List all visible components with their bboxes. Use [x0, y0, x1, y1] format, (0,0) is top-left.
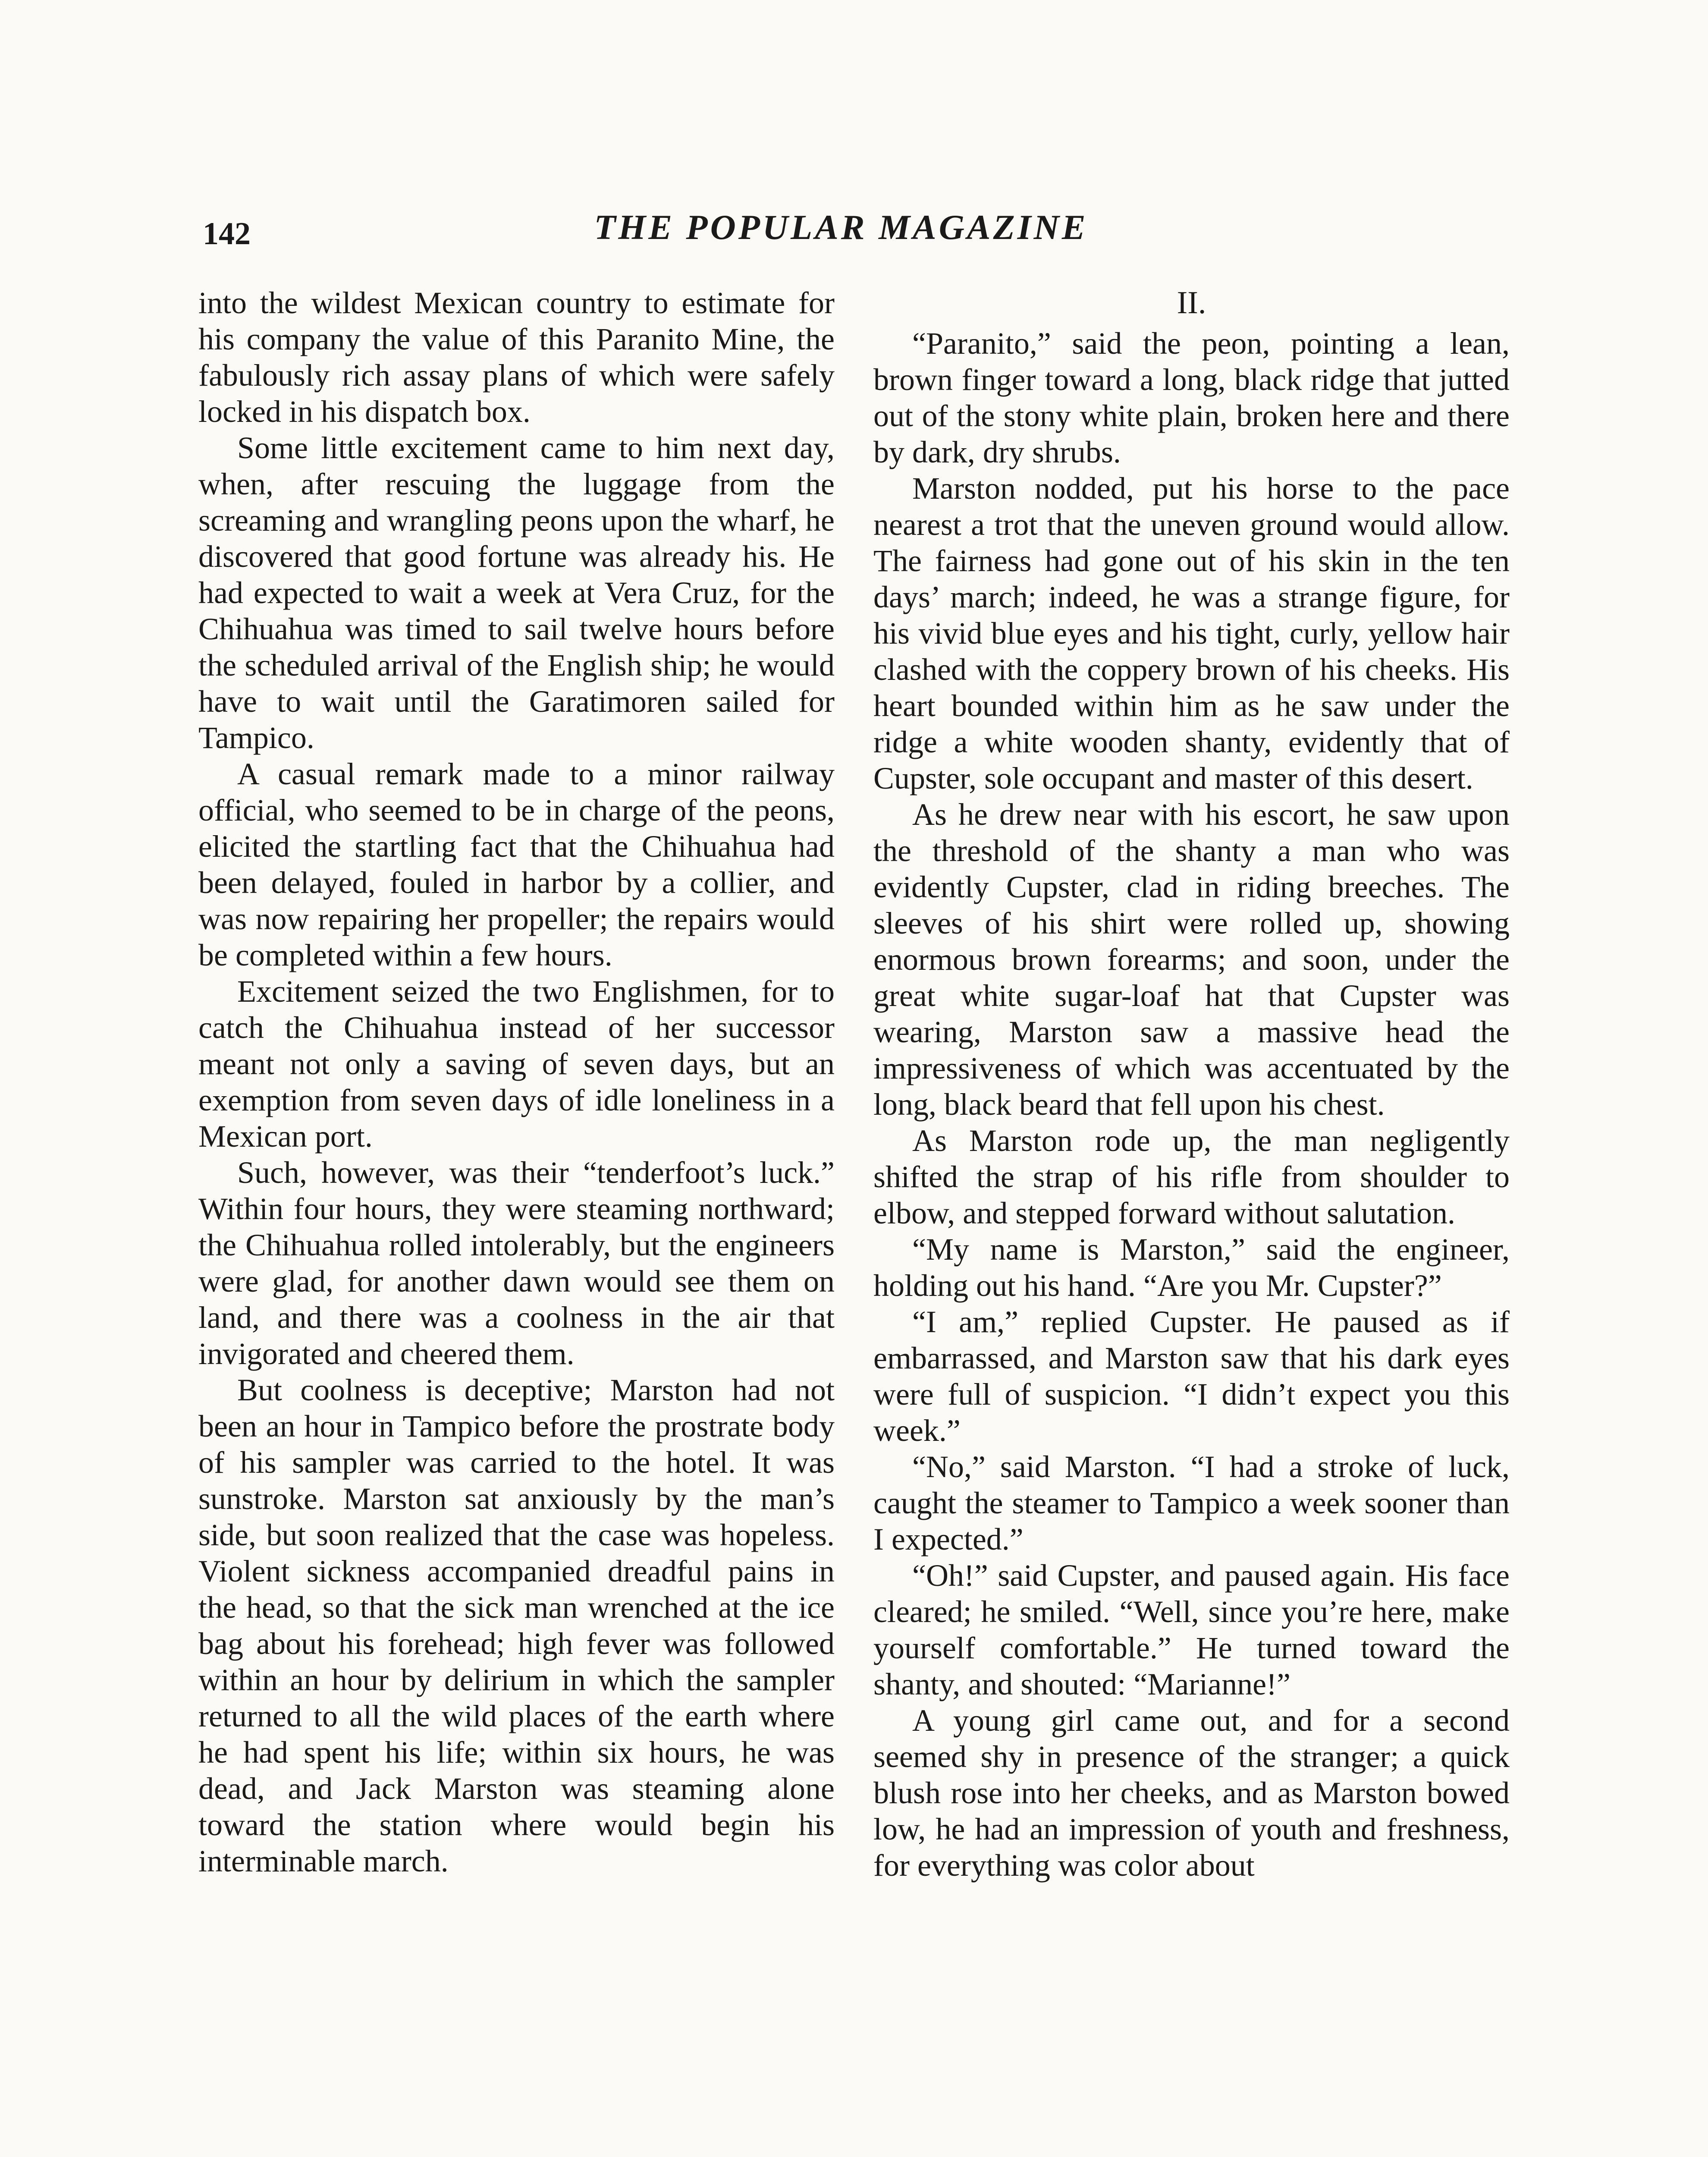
- page-number: 142: [203, 216, 251, 252]
- paragraph: “Oh!” said Cupster, and paused again. His face cleared; he smiled. “Well, since you’re here, make yourself comfortable.” He turned toward the shanty, and shouted: “Marianne!”: [873, 1558, 1510, 1701]
- paragraph: “My name is Marston,” said the engineer, holding out his hand. “Are you Mr. Cupster?”: [873, 1232, 1510, 1303]
- paragraph: As Marston rode up, the man negligently shifted the strap of his rifle from shoulder to elbow, and stepped forward without salutation.: [873, 1123, 1510, 1230]
- paragraph: A casual remark made to a minor railway official, who seemed to be in charge of the peons, elicited the startling fact that the Chihuahua had been delayed, fouled in harbor by a collier, and was now repairing her propeller; the repairs would be completed within a few hours.: [198, 757, 835, 972]
- paragraph: Some little excitement came to him next day, when, after rescuing the luggage from the screaming and wrangling peons upon the wharf, he discovered that good fortune was already his. He had expected to wait a week at Vera Cruz, for the Chihuahua was timed to sail twelve hours before the scheduled arrival of the English ship; he would have to wait until the Garatimoren sailed for Tampico.: [198, 431, 835, 755]
- right-column: [873, 285, 1510, 1883]
- paragraph: A young girl came out, and for a second seemed shy in presence of the stranger; a quick blush rose into her cheeks, and as Marston bowed low, he had an impression of youth and freshness, for everything was color about: [873, 1703, 1510, 1883]
- left-column: [198, 285, 835, 1879]
- running-head: THE POPULAR MAGAZINE: [594, 208, 1088, 247]
- paragraph: But coolness is deceptive; Marston had not been an hour in Tampico before the prostrate body of his sampler was carried to the hotel. It was sunstroke. Marston sat anxiously by the man’s side, but soon realized that the case was hopeless. Violent sickness accompanied dreadful pains in the head, so that the sick man wrenched at the ice bag about his forehead; high fever was followed within an hour by delirium in which the sampler returned to all the wild places of the earth where he had spent his life; within six hours, he was dead, and Jack Marston was steaming alone toward the station where would begin his interminable march.: [198, 1373, 835, 1878]
- paragraph: into the wildest Mexican country to estimate for his company the value of this Paranito Mine, the fabulously rich assay plans of which were safely locked in his dispatch box.: [198, 286, 835, 429]
- paragraph: “No,” said Marston. “I had a stroke of luck, caught the steamer to Tampico a week sooner than I expected.”: [873, 1450, 1510, 1556]
- paragraph: “I am,” replied Cupster. He paused as if embarrassed, and Marston saw that his dark eyes were full of suspicion. “I didn’t expect you this week.”: [873, 1305, 1510, 1448]
- paragraph: Excitement seized the two Englishmen, for to catch the Chihuahua instead of her successor meant not only a saving of seven days, but an exemption from seven days of idle loneliness in a Mexican port.: [198, 974, 835, 1154]
- paragraph: “Paranito,” said the peon, pointing a lean, brown finger toward a long, black ridge that jutted out of the stony white plain, broken here and there by dark, dry shrubs.: [873, 326, 1510, 469]
- paragraph: As he drew near with his escort, he saw upon the threshold of the shanty a man who was evidently Cupster, clad in riding breeches. The sleeves of his shirt were rolled up, showing enormous brown forearms; and soon, under the great white sugar-loaf hat that Cupster was wearing, Marston saw a massive head the impressiveness of which was accentuated by the long, black beard that fell upon his chest.: [873, 797, 1510, 1122]
- section-heading: II.: [1177, 285, 1206, 321]
- paragraph: Such, however, was their “tenderfoot’s luck.” Within four hours, they were steaming northward; the Chihuahua rolled intolerably, but the engineers were glad, for another dawn would see them on land, and there was a coolness in the air that invigorated and cheered them.: [198, 1155, 835, 1371]
- paragraph: Marston nodded, put his horse to the pace nearest a trot that the uneven ground would allow. The fairness had gone out of his skin in the ten days’ march; indeed, he was a strange figure, for his vivid blue eyes and his tight, curly, yellow hair clashed with the coppery brown of his cheeks. His heart bounded within him as he saw under the ridge a white wooden shanty, evidently that of Cupster, sole occupant and master of this desert.: [873, 471, 1510, 796]
